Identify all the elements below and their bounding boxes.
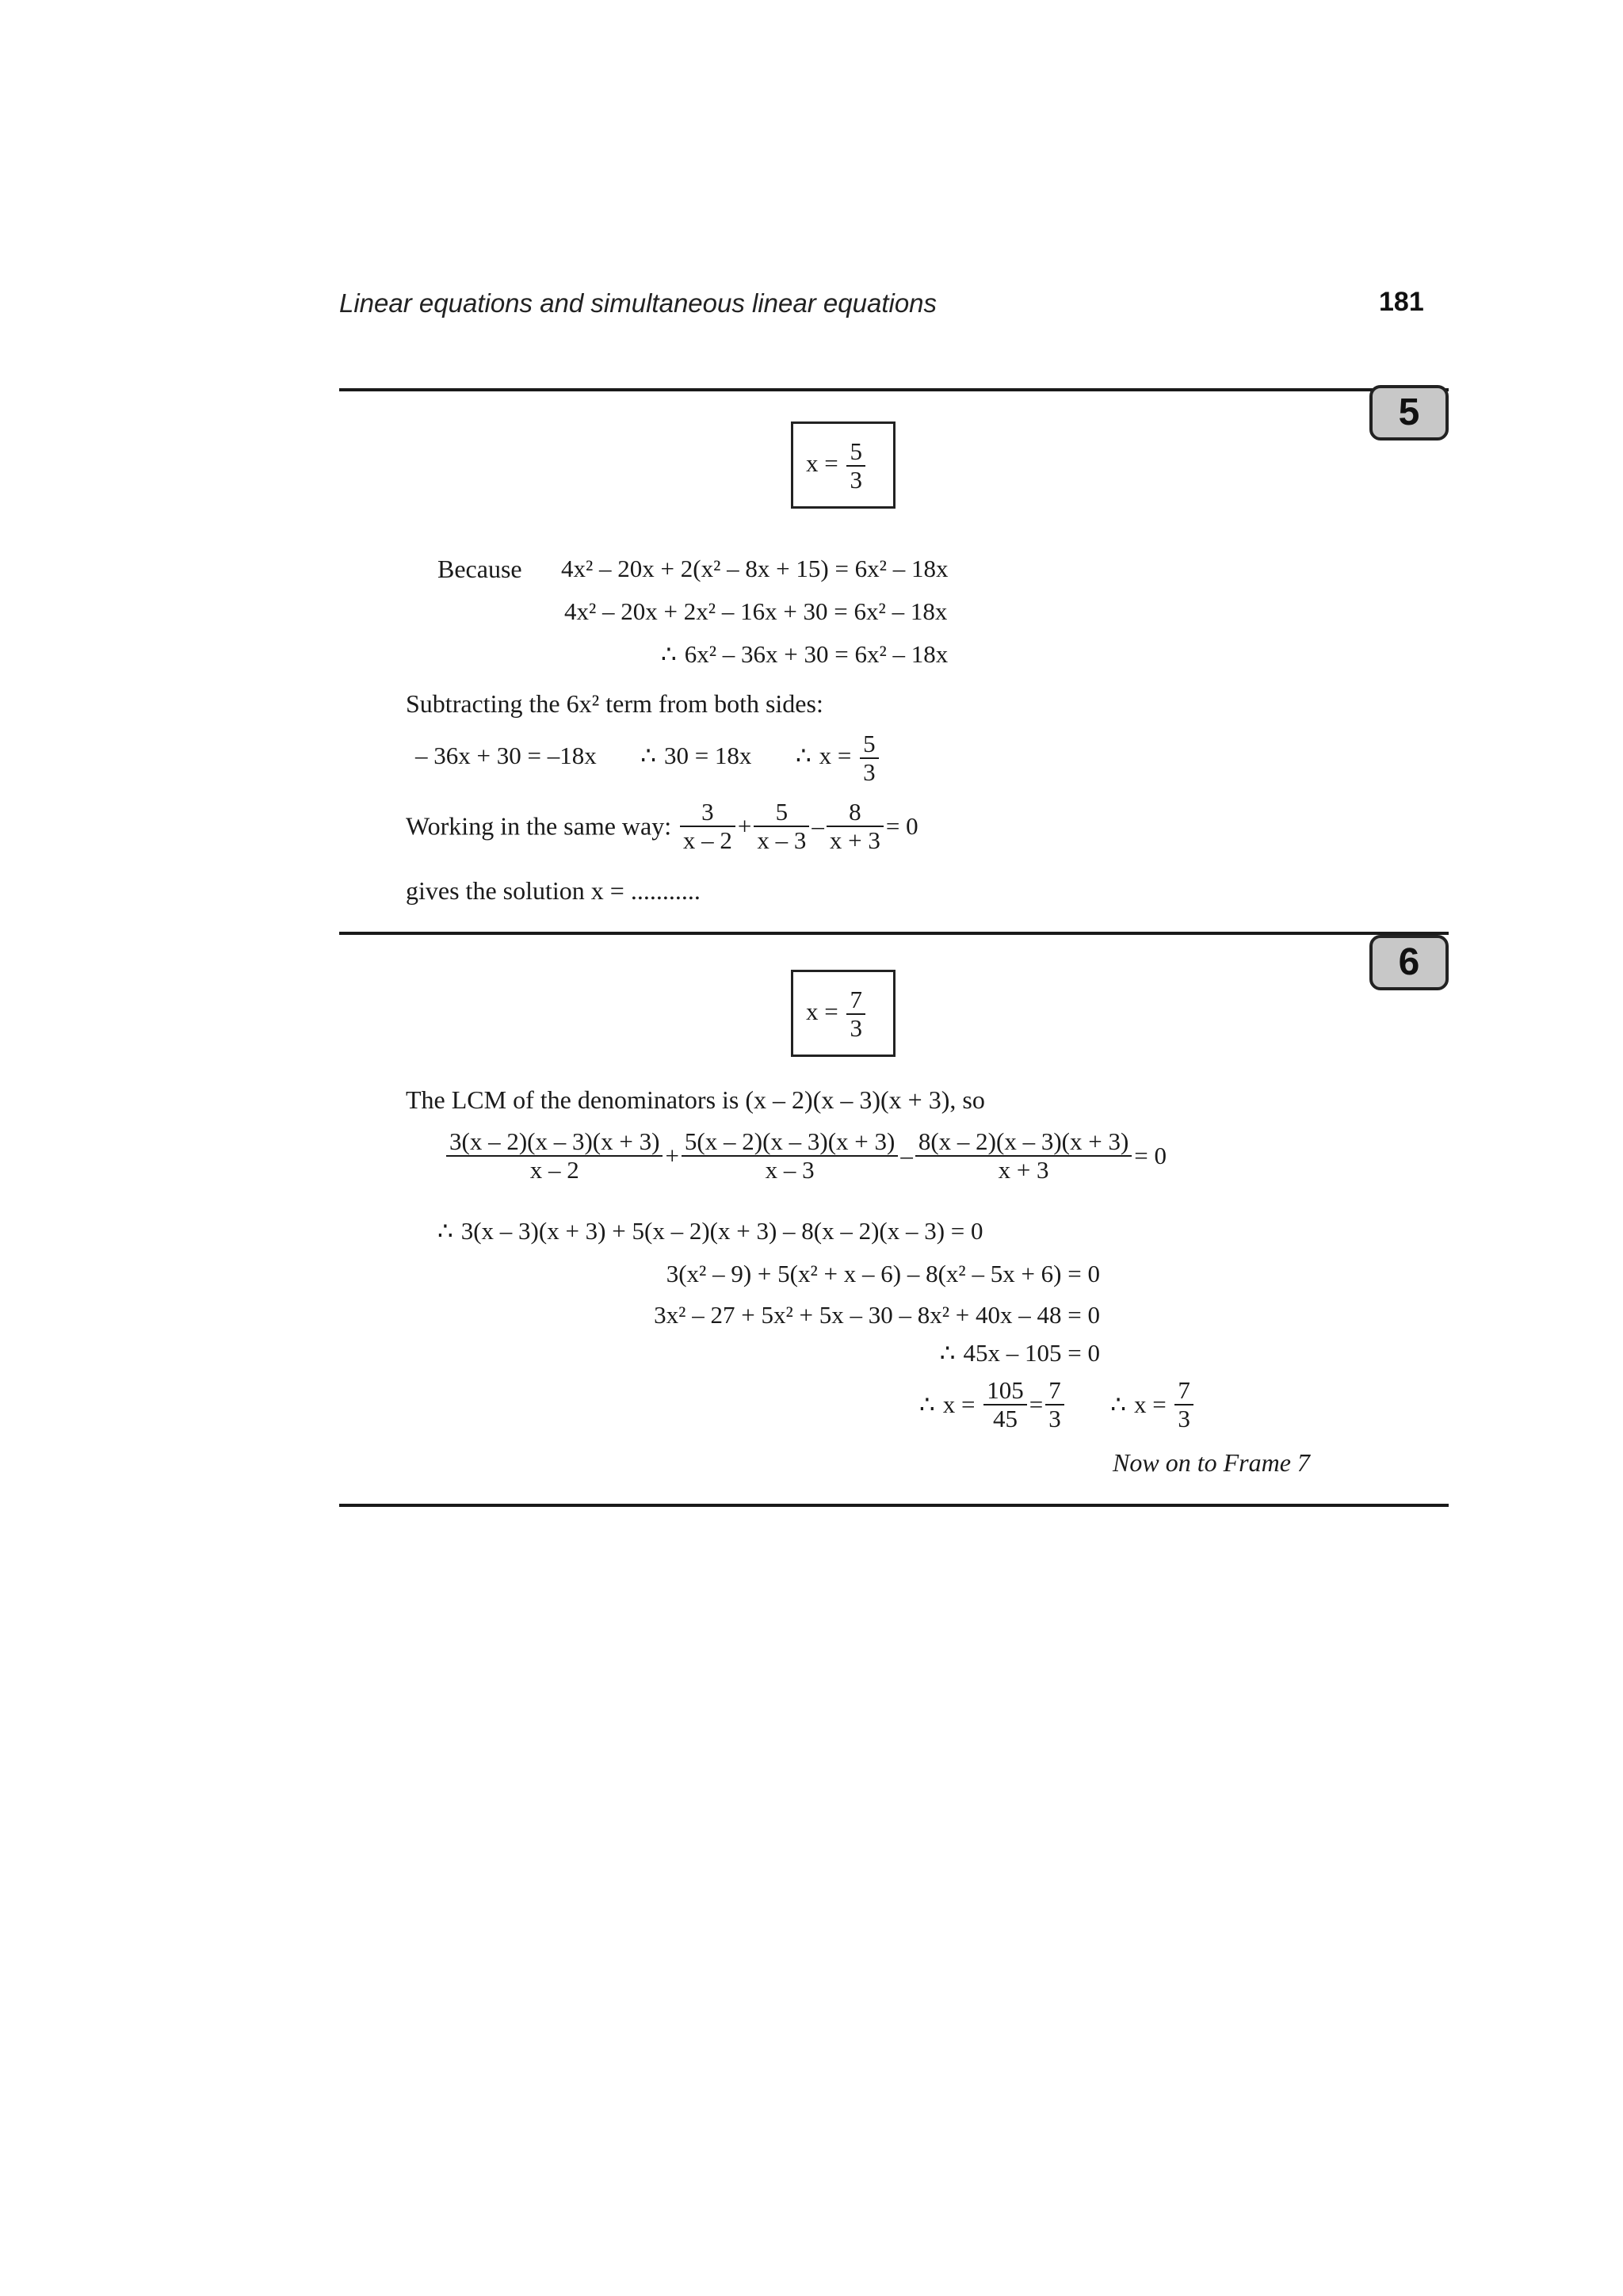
eq-op-2: – [812, 812, 824, 840]
big-eq-term-3 [915, 1128, 1132, 1184]
frame5-answer-box [791, 421, 896, 509]
frame5-number-tab [1369, 385, 1449, 441]
final-fraction-3-den: 3 [1174, 1404, 1193, 1432]
frame5-working-equation [406, 799, 918, 854]
big-eq-term-2-den: x – 3 [682, 1155, 898, 1184]
big-eq-term-2-num: 5(x – 2)(x – 3)(x + 3) [684, 1127, 896, 1155]
final-fraction-2-den: 3 [1045, 1404, 1064, 1432]
frame5-line-3-text: 6x² – 36x + 30 = 6x² – 18x [684, 640, 949, 668]
big-eq-term-1 [446, 1128, 663, 1184]
frame5-answer-num: 5 [850, 437, 862, 465]
lcm-text: The LCM of the denominators is (x – 2)(x – 3)(x + 3), so [406, 1085, 985, 1114]
final-lhs: x = [942, 1390, 976, 1418]
frame6-answer-lhs: x = [806, 997, 838, 1026]
frame6-line-1 [437, 1217, 983, 1245]
big-eq-rhs: = 0 [1134, 1142, 1167, 1169]
frame5-step-part1: – 36x + 30 = –18x [415, 742, 597, 770]
frame5-step-num: 5 [863, 730, 876, 757]
final-fraction-1-den: 45 [983, 1404, 1027, 1432]
frame5-answer-fraction [846, 438, 865, 494]
frame5-line-3 [661, 640, 948, 669]
frame5-step-part3-lhs: x = [819, 742, 852, 770]
therefore-symbol: ∴ [795, 742, 812, 770]
eq-term-2-num: 5 [775, 798, 789, 826]
therefore-symbol: ∴ [437, 1217, 453, 1245]
frame6-line-4-text: 45x – 105 = 0 [963, 1339, 1100, 1367]
big-eq-term-2 [682, 1128, 898, 1184]
next-frame-caption: Now on to Frame 7 [1113, 1448, 1310, 1477]
frame6-number-label: 6 [1398, 941, 1420, 983]
final-fraction-3 [1174, 1377, 1193, 1432]
therefore-symbol: ∴ [640, 742, 656, 770]
therefore-symbol: ∴ [1110, 1390, 1126, 1418]
working-label: Working in the same way: [406, 811, 672, 841]
page-number: 181 [1379, 287, 1424, 317]
eq-term-3 [827, 799, 884, 854]
therefore-symbol: ∴ [661, 640, 677, 668]
frame6-bottom-rule [339, 1504, 1449, 1507]
frame6-top-rule [339, 932, 1449, 935]
frame5-number-label: 5 [1398, 391, 1420, 433]
eq-term-3-num: 8 [849, 798, 861, 826]
frame5-step-part2: 30 = 18x [663, 742, 752, 770]
frame5-answer-den: 3 [846, 465, 865, 494]
final-eq: = [1029, 1390, 1044, 1418]
frame6-big-equation [444, 1128, 1167, 1184]
therefore-symbol: ∴ [919, 1390, 935, 1418]
frame5-step-line [415, 730, 881, 786]
final-fraction-3-num: 7 [1178, 1376, 1190, 1404]
eq-rhs: = 0 [885, 812, 918, 840]
frame5-top-rule [339, 388, 1449, 391]
eq-term-2 [754, 799, 809, 854]
solution-prompt: gives the solution x = ........... [406, 876, 701, 905]
big-eq-op-1: + [665, 1142, 679, 1169]
frame6-answer-num: 7 [850, 986, 862, 1013]
final-fraction-1-num: 105 [987, 1376, 1024, 1404]
final-lhs-2: x = [1133, 1390, 1167, 1418]
eq-term-1-den: x – 2 [680, 826, 735, 854]
big-eq-term-3-num: 8(x – 2)(x – 3)(x + 3) [918, 1127, 1129, 1155]
final-fraction-2 [1045, 1377, 1064, 1432]
big-eq-term-1-num: 3(x – 2)(x – 3)(x + 3) [449, 1127, 660, 1155]
frame6-final-line [919, 1377, 1196, 1432]
frame5-step-fraction [860, 730, 879, 786]
big-eq-term-3-den: x + 3 [915, 1155, 1132, 1184]
frame6-line-1-text: 3(x – 3)(x + 3) + 5(x – 2)(x + 3) – 8(x – 2)(x – 3) = 0 [460, 1217, 983, 1245]
frame6-answer-den: 3 [846, 1013, 865, 1042]
because-label: Because [437, 555, 522, 583]
eq-op-1: + [737, 812, 752, 840]
eq-term-1-num: 3 [701, 798, 714, 826]
big-eq-op-2: – [900, 1142, 913, 1169]
subtract-text: Subtracting the 6x² term from both sides: [406, 689, 823, 718]
therefore-symbol: ∴ [939, 1339, 956, 1367]
frame6-answer-fraction [846, 986, 865, 1042]
frame6-line-2: 3(x² – 9) + 5(x² + x – 6) – 8(x² – 5x + 6) = 0 [666, 1260, 1100, 1287]
final-fraction-1 [983, 1377, 1027, 1432]
frame6-number-tab [1369, 935, 1449, 990]
frame6-line-3: 3x² – 27 + 5x² + 5x – 30 – 8x² + 40x – 48 = 0 [654, 1301, 1100, 1329]
final-fraction-2-num: 7 [1048, 1376, 1061, 1404]
eq-term-2-den: x – 3 [754, 826, 809, 854]
frame6-line-4 [940, 1339, 1100, 1367]
eq-term-3-den: x + 3 [827, 826, 884, 854]
big-eq-term-1-den: x – 2 [446, 1155, 663, 1184]
eq-term-1 [680, 799, 735, 854]
frame6-answer-box [791, 970, 896, 1057]
running-header-title: Linear equations and simultaneous linear equations [339, 288, 938, 318]
frame5-line-2: 4x² – 20x + 2x² – 16x + 30 = 6x² – 18x [564, 597, 948, 625]
frame5-step-den: 3 [860, 757, 879, 786]
frame5-answer-lhs: x = [806, 449, 838, 478]
frame5-line-1: 4x² – 20x + 2(x² – 8x + 15) = 6x² – 18x [561, 555, 949, 582]
